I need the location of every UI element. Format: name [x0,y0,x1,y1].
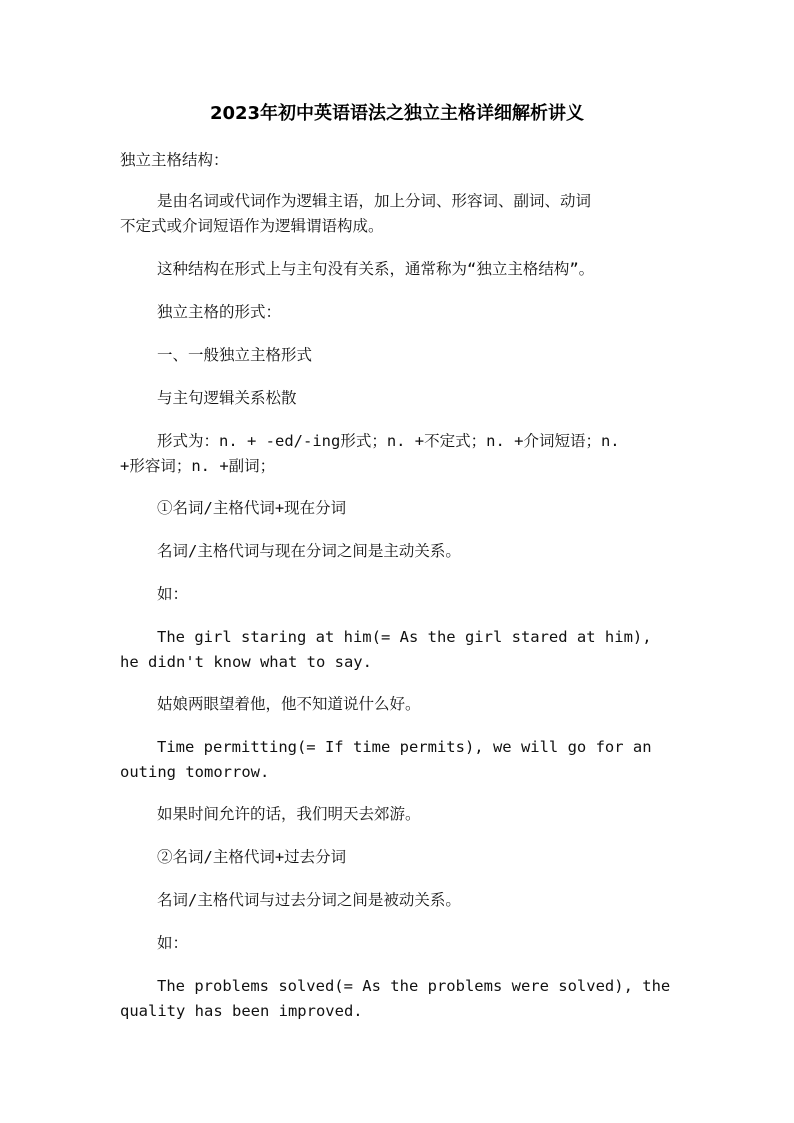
definition-line-1: 是由名词或代词作为逻辑主语，加上分词、形容词、副词、动词 [157,192,592,210]
forms-heading: 独立主格的形式： [157,303,282,321]
item2-rule: 名词/主格代词与过去分词之间是被动关系。 [157,891,461,909]
item1-rule: 名词/主格代词与现在分词之间是主动关系。 [157,542,461,560]
pattern-line-2: +形容词；n. +副词； [120,457,276,475]
item1-example-1-en-line-2: he didn't know what to say. [120,653,372,671]
pattern-line-1: 形式为：n. + -ed/-ing形式；n. +不定式；n. +介词短语；n. [157,432,620,450]
item2-heading: ②名词/主格代词+过去分词 [157,848,347,866]
definition-paragraph [120,189,680,239]
item2-example-1-en-line-1: The problems solved(= As the problems were solved), the [157,977,671,995]
item1-example-2-en-line-1: Time permitting(= If time permits), we will go for an [157,738,652,756]
item1-example-2-en-line-2: outing tomorrow. [120,763,270,781]
item2-example-label: 如： [157,934,189,952]
relation-note: 这种结构在形式上与主句没有关系，通常称为“独立主格结构”。 [157,260,595,278]
item1-example-2-zh: 如果时间允许的话，我们明天去郊游。 [157,805,421,823]
item1-heading: ①名词/主格代词+现在分词 [157,499,347,517]
pattern-paragraph [120,429,680,479]
definition-line-2: 不定式或介词短语作为逻辑谓语构成。 [120,217,384,235]
section1-subheading: 与主句逻辑关系松散 [157,389,297,407]
section-heading: 独立主格结构： [120,151,229,169]
item1-example-1-en [120,625,680,675]
item1-example-label: 如： [157,585,189,603]
item1-example-1-zh: 姑娘两眼望着他，他不知道说什么好。 [157,695,421,713]
document-title: 2023年初中英语语法之独立主格详细解析讲义 [209,103,585,124]
section1-heading: 一、一般独立主格形式 [157,346,313,364]
item2-example-1-en [120,974,680,1024]
item2-example-1-en-line-2: quality has been improved. [120,1002,363,1020]
item1-example-2-en [120,735,680,785]
item1-example-1-en-line-1: The girl staring at him(= As the girl stared at him), [157,628,652,646]
